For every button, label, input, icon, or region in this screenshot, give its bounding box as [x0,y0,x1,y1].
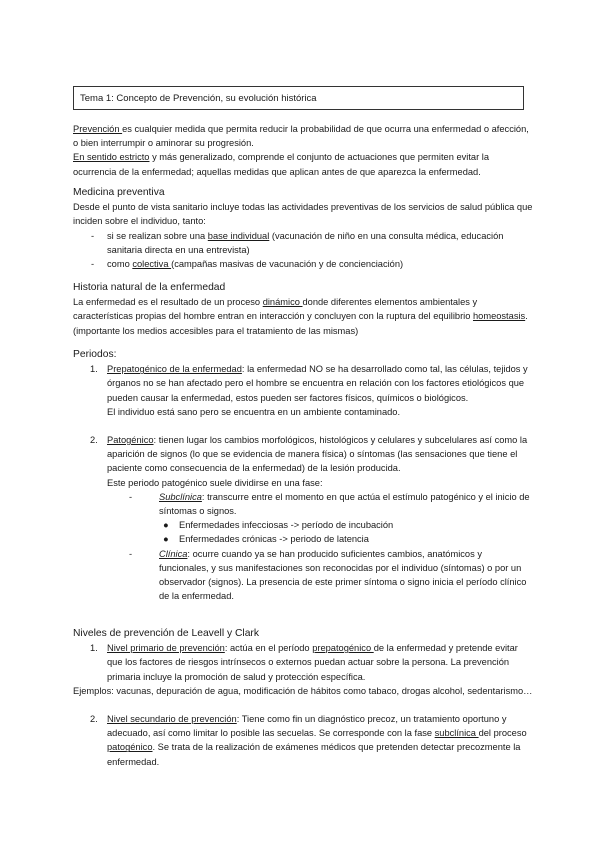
historia-text: La enfermedad es el resultado de un proceso dinámico donde diferentes elementos ambientales y características propias del hombre entran en interacción y concluyen con la ruptura del equilibrio homeostasis. (importante los medios accesibles para el tratamiento de las mismas) [73,297,528,336]
intro-paragraph-1: Prevención es cualquier medida que permita reducir la probabilidad de que ocurra una enfermedad o afección, o bien interrumpir o aminorar su progresión. [73,124,529,149]
list-item: - si se realizan sobre una base individual (vacunación de niño en una consulta médica, educación sanitaria directa en una entrevista) [91,230,504,255]
bullet-icon: ● [163,534,169,545]
title-text: Tema 1: Concepto de Prevención, su evolución histórica [80,93,317,104]
niveles-ejemplos: Ejemplos: vacunas, depuración de agua, modificación de hábitos como tabaco, drogas alcohol, sedentarismo… [73,685,533,696]
term-colectiva: colectiva [132,259,172,270]
term-nivel-secundario: Nivel secundario de prevención [107,714,237,725]
list-item: ● Enfermedades crónicas -> periodo de latencia [73,532,533,546]
list-item: - como colectiva (campañas masivas de vacunación y de concienciación) [91,259,404,270]
term-nivel-primario: Nivel primario de prevención [107,643,225,654]
term-prevencion: Prevención [73,124,123,134]
list-item: 2. Nivel secundario de prevención: Tiene como fin un diagnóstico precoz, un tratamiento oportuno y adecuado, así como limitar lo posible las secuelas. Se corresponde con la fase subclínica del proceso patogénico. Se trata de la realización de exámenes médicos que pretenden detectar precozmente la enfermedad. [90,714,527,767]
term-dinamico: dinámico [262,297,303,308]
term-subclinica: Subclínica [159,491,202,502]
list-item: 2. Patogénico: tienen lugar los cambios morfológicos, histológicos y celulares y subcelulares así como la aparición de signos (lo que se evidencia de manera física) o síntomas (las sensaciones que tiene el paciente como consecuencia de la enfermedad) de la lesión producida. Este periodo patogénico suele dividirse en una fase: [73,433,533,490]
term-subclinica-2: subclínica [434,728,479,739]
list-item: ● Enfermedades infecciosas -> período de incubación [73,518,533,532]
medicina-text: Desde el punto de vista sanitario incluye todas las actividades preventivas de los servicios de salud pública que inciden sobre el individuo, tanto: [73,202,533,227]
term-prepatogenico-2: prepatogénico [312,643,374,654]
periodos-section [73,348,533,603]
intro-section [73,122,533,179]
term-clinica: Clínica [159,548,188,559]
term-patogenico: Patogénico [107,435,154,446]
niveles-heading: Niveles de prevención de Leavell y Clark [73,628,260,639]
niveles-section [73,627,533,769]
periodos-heading: Periodos: [73,349,117,360]
historia-section [73,281,533,338]
list-item: 1. Nivel primario de prevención: actúa en el período prepatogénico de la enfermedad y pretende evitar que los factores de riesgos intrínsecos o externos puedan actuar sobre la persona. La prevención primaria incluye la promoción de salud y protección específica. [90,643,518,682]
list-item: - Clínica: ocurre cuando ya se han producido suficientes cambios, anatómicos y funcionales, y sus manifestaciones son reconocidas por el individuo (síntomas) o por un observador (signos). La presencia de este primer síntoma o signo inicia el período clínico de la enfermedad. [129,548,527,602]
periodos-p1-extra: El individuo está sano pero se encuentra en un ambiente contaminado. [107,406,401,417]
term-base-individual: base individual [207,230,270,241]
term-homeostasis: homeostasis [472,311,526,322]
list-item: 1. Prepatogénico de la enfermedad: la enfermedad NO se ha desarrollado como tal, las células, tejidos y órganos no se han afectado pero el hombre se encuentra en relación con los factores etiológicos que pueden causar la enfermedad, estos pueden ser factores físicos, químicos o biológicos. El individuo está sano pero se encuentra en un ambiente contaminado. [73,362,533,419]
list-item: - Subclínica: transcurre entre el momento en que actúa el estímulo patogénico y el inicio de síntomas o signos. [129,491,530,517]
historia-heading: Historia natural de la enfermedad [73,282,226,293]
medicina-heading: Medicina preventiva [73,187,165,198]
document-title [73,86,524,110]
periodos-p2-extra: Este periodo patogénico suele dividirse en una fase: [107,477,323,488]
bullet-icon: ● [163,520,169,531]
term-patogenico-2: patogénico [107,742,153,753]
term-sentido-estricto: En sentido estricto [73,152,150,163]
medicina-section [73,186,533,271]
term-prepatogenico: Prepatogénico de la enfermedad [107,364,242,375]
intro-paragraph-2: En sentido estricto y más generalizado, comprende el conjunto de actuaciones que permiten evitar la ocurrencia de la enfermedad; aquellas medidas que aplican antes de que aparezca la enfermedad. [73,152,490,177]
